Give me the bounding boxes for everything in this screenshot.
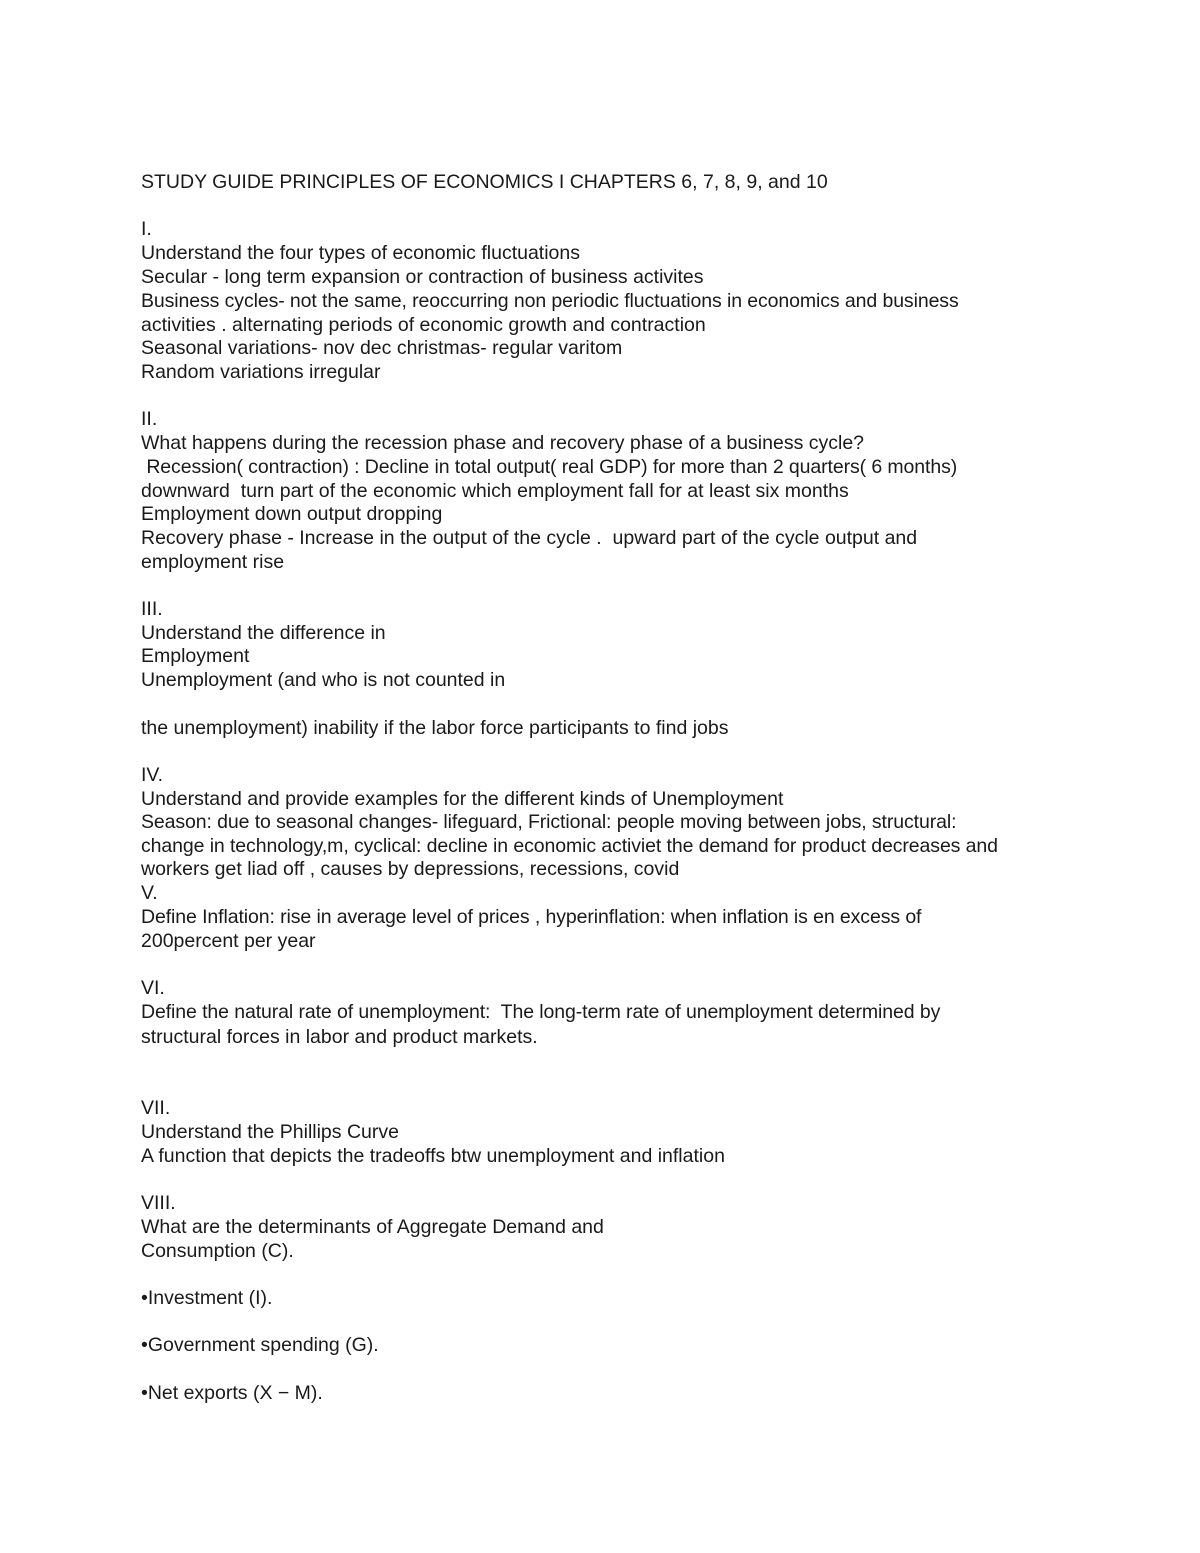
- text-line: Understand and provide examples for the different kinds of Unemployment: [141, 788, 784, 810]
- text-line: Unemployment (and who is not counted in: [141, 669, 506, 691]
- text-line: change in technology,m, cyclical: decline in economic activiet the demand for product decreases and: [141, 835, 998, 857]
- text-line: downward turn part of the economic which employment fall for at least six months: [141, 480, 849, 502]
- bullet-item: •Government spending (G).: [141, 1334, 379, 1356]
- section-numeral-8: VIII.: [141, 1192, 176, 1214]
- section-numeral-7: VII.: [141, 1097, 171, 1119]
- section-numeral-5: V.: [141, 882, 158, 904]
- text-line: What happens during the recession phase and recovery phase of a business cycle?: [141, 432, 865, 454]
- section-numeral-2: II.: [141, 408, 158, 430]
- text-line: activities . alternating periods of economic growth and contraction: [141, 314, 706, 336]
- text-line: 200percent per year: [141, 930, 316, 952]
- text-line: Define the natural rate of unemployment: The long-term rate of unemployment determined by: [141, 1001, 941, 1023]
- section-numeral-6: VI.: [141, 977, 165, 999]
- section-numeral-1: I.: [141, 218, 152, 240]
- text-line: Seasonal variations- nov dec christmas- regular varitom: [141, 337, 623, 359]
- text-line: structural forces in labor and product markets.: [141, 1026, 538, 1048]
- text-line: Secular - long term expansion or contraction of business activites: [141, 266, 704, 288]
- text-line: Recovery phase - Increase in the output of the cycle . upward part of the cycle output and: [141, 527, 918, 549]
- text-line: employment rise: [141, 551, 285, 573]
- document-title: STUDY GUIDE PRINCIPLES OF ECONOMICS I CHAPTERS 6, 7, 8, 9, and 10: [141, 171, 828, 193]
- text-line: Understand the four types of economic fluctuations: [141, 242, 580, 264]
- bullet-item: •Investment (I).: [141, 1287, 273, 1309]
- section-numeral-4: IV.: [141, 764, 164, 786]
- text-line: the unemployment) inability if the labor force participants to find jobs: [141, 717, 729, 739]
- text-line: workers get liad off , causes by depressions, recessions, covid: [141, 858, 680, 880]
- text-line: Understand the difference in: [141, 622, 386, 644]
- text-line: Employment down output dropping: [141, 503, 443, 525]
- text-line: A function that depicts the tradeoffs btw unemployment and inflation: [141, 1145, 725, 1167]
- text-line: Random variations irregular: [141, 361, 381, 383]
- text-line: Recession( contraction) : Decline in total output( real GDP) for more than 2 quarters( 6 months): [141, 456, 958, 478]
- text-line: Understand the Phillips Curve: [141, 1121, 399, 1143]
- text-line: Season: due to seasonal changes- lifeguard, Frictional: people moving between jobs, structural:: [141, 811, 957, 833]
- text-line: Business cycles- not the same, reoccurring non periodic fluctuations in economics and business: [141, 290, 959, 312]
- text-line: Employment: [141, 645, 250, 667]
- bullet-item: •Net exports (X − M).: [141, 1382, 323, 1404]
- text-line: Consumption (C).: [141, 1240, 294, 1262]
- text-line: What are the determinants of Aggregate Demand and: [141, 1216, 604, 1238]
- section-numeral-3: III.: [141, 598, 163, 620]
- text-line: Define Inflation: rise in average level of prices , hyperinflation: when inflation is en excess of: [141, 906, 922, 928]
